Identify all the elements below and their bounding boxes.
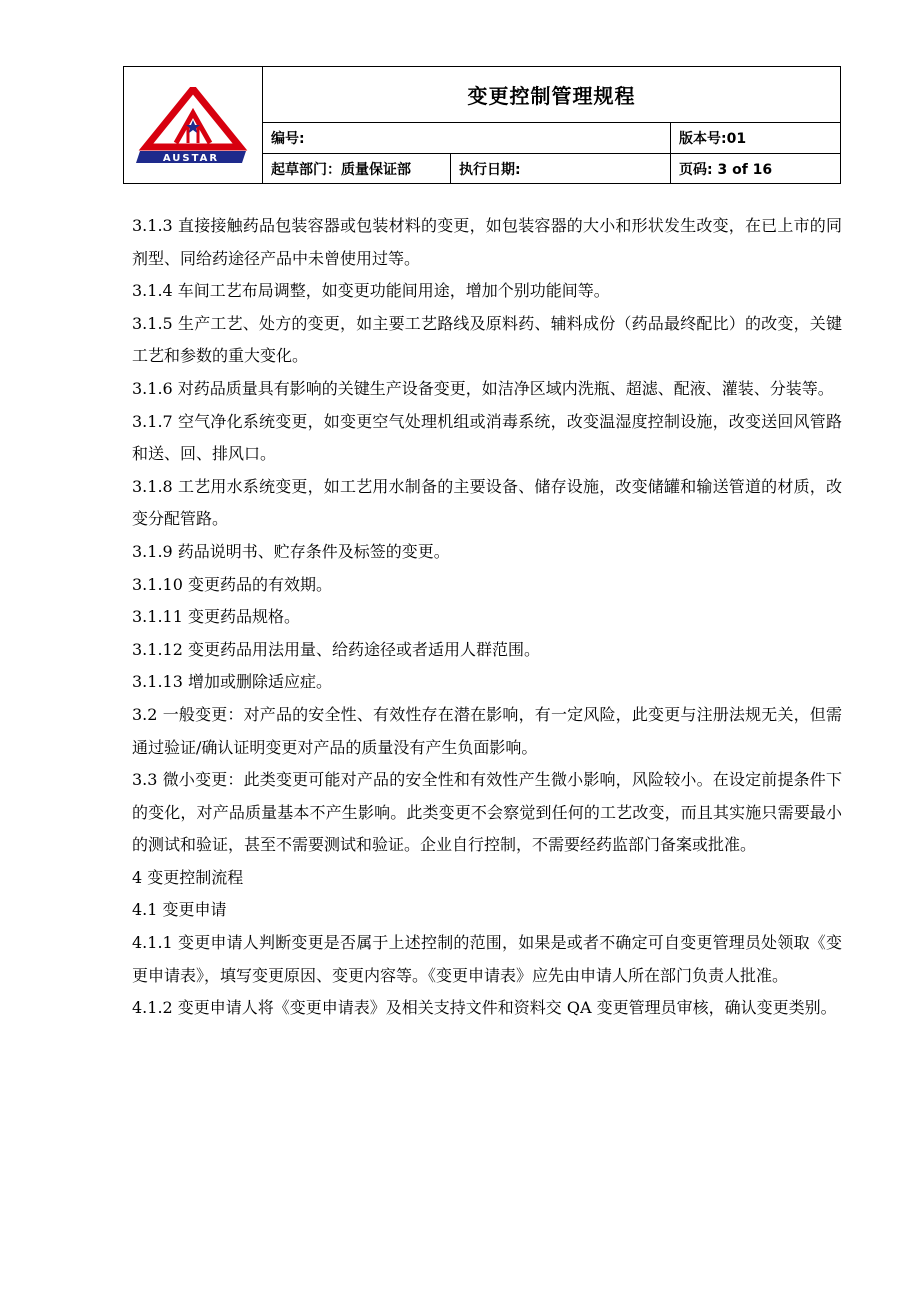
- paragraph-3-1-10: 3.1.10 变更药品的有效期。: [132, 574, 332, 594]
- logo-cell: [124, 67, 263, 183]
- austar-logo-icon: [136, 87, 250, 165]
- paragraph-3-1-9: 3.1.9 药品说明书、贮存条件及标签的变更。: [132, 541, 450, 561]
- paragraph-3-1-13: 3.1.13 增加或删除适应症。: [132, 672, 332, 692]
- paragraph-3-1-8: 3.1.8 工艺用水系统变更，如工艺用水制备的主要设备、储存设施，改变储罐和输送管道的材质，改变分配管路。: [132, 476, 842, 529]
- document-header-table: [123, 66, 841, 184]
- paragraph-3-1-6: 3.1.6 对药品质量具有影响的关键生产设备变更，如洁净区域内洗瓶、超滤、配液、灌装、分装等。: [132, 378, 834, 398]
- paragraph-3-1-12: 3.1.12 变更药品用法用量、给药途径或者适用人群范围。: [132, 639, 540, 659]
- draft-department-label: 起草部门：质量保证部: [263, 154, 451, 183]
- paragraph-3-2: 3.2 一般变更：对产品的安全性、有效性存在潜在影响，有一定风险，此变更与注册法规无关，但需通过验证/确认证明变更对产品的质量没有产生负面影响。: [132, 704, 842, 757]
- paragraph-3-1-3: 3.1.3 直接接触药品包装容器或包装材料的变更，如包装容器的大小和形状发生改变，在已上市的同剂型、同给药途径产品中未曾使用过等。: [132, 216, 842, 268]
- section-heading-4: 4 变更控制流程: [132, 867, 244, 887]
- document-title: 变更控制管理规程: [263, 67, 840, 123]
- paragraph-3-1-4: 3.1.4 车间工艺布局调整，如变更功能间用途，增加个别功能间等。: [132, 281, 610, 301]
- header-row-number: [263, 123, 840, 154]
- document-number-label: 编号:: [263, 123, 671, 153]
- execution-date-label: 执行日期:: [451, 154, 671, 183]
- paragraph-3-1-7: 3.1.7 空气净化系统变更，如变更空气处理机组或消毒系统，改变温湿度控制设施，改变送回风管路和送、回、排风口。: [132, 411, 842, 464]
- section-heading-4-1: 4.1 变更申请: [132, 900, 227, 920]
- page-number-label: 页码: 3 of 16: [679, 161, 773, 178]
- header-row-department: [263, 154, 840, 183]
- paragraph-4-1-1: 4.1.1 变更申请人判断变更是否属于上述控制的范围，如果是或者不确定可自变更管理员处领取《变更申请表》，填写变更原因、变更内容等。《变更申请表》应先由申请人所在部门负责人批准。: [132, 933, 842, 985]
- paragraph-4-1-2: 4.1.2 变更申请人将《变更申请表》及相关支持文件和资料交 QA 变更管理员审核，确认变更类别。: [132, 998, 837, 1018]
- paragraph-3-3: 3.3 微小变更：此类变更可能对产品的安全性和有效性产生微小影响，风险较小。在设定前提条件下的变化，对产品质量基本不产生影响。此类变更不会察觉到任何的工艺改变，而且其实施只需要最小的测试和验证，甚至不需要测试和验证。企业自行控制，不需要经药监部门备案或批准。: [132, 770, 842, 855]
- version-label: 版本号:01: [679, 131, 747, 147]
- document-body: [132, 210, 842, 1025]
- logo-text: AUSTAR: [162, 153, 220, 164]
- paragraph-3-1-11: 3.1.11 变更药品规格。: [132, 607, 300, 627]
- paragraph-3-1-5: 3.1.5 生产工艺、处方的变更，如主要工艺路线及原料药、辅料成份（药品最终配比）的改变，关键工艺和参数的重大变化。: [132, 313, 842, 366]
